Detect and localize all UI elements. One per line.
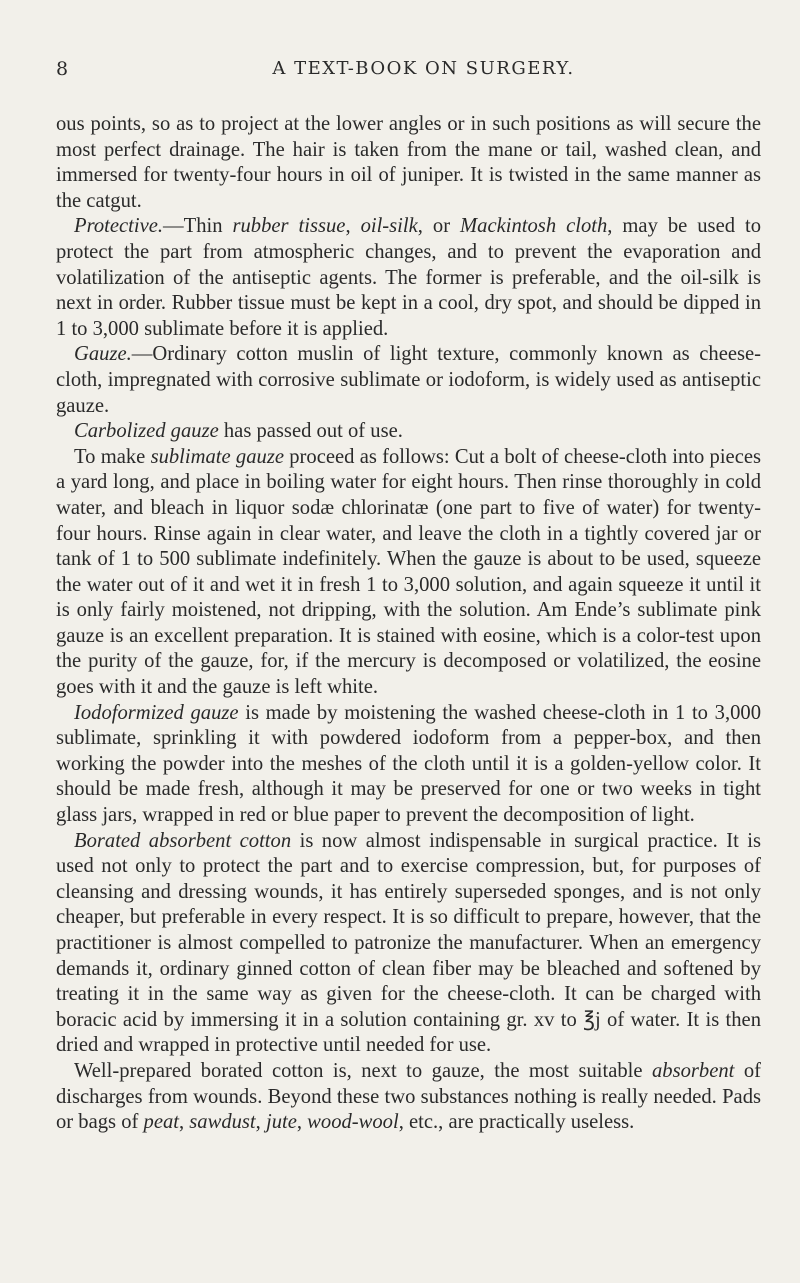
text-run: is made by moistening the washed cheese-cloth in 1 to 3,000 sublimate, sprinkling it with powdered iodoform from a pepper-box, and then working the powder into the meshes of the cloth until it is a golden-yellow color. It should be made fresh, although it may be preserved for one or two weeks in tight glass jars, wrapped in red or blue paper to prevent the decomposition of light. [56, 701, 761, 827]
paragraph [56, 342, 761, 419]
italic-term: wood-wool [307, 1111, 399, 1134]
italic-term: Borated absorbent cotton [74, 829, 292, 852]
running-title: A TEXT-BOOK ON SURGERY. [272, 58, 575, 79]
text-run: , or [417, 215, 461, 238]
text-run: , [178, 1111, 190, 1134]
italic-term: Iodoformized gauze [74, 701, 239, 724]
page-number: 8 [56, 58, 70, 80]
text-run: is now almost indispensable in surgical practice. It is used not only to protect the part and to exercise compression, but, for purposes of cleansing and dressing wounds, it has entirely superseded sponges, and is not only cheaper, but preferable in every respect. It is so difficult to prepare, however, that the practitioner is almost compelled to patronize the manufacturer. When an emergency demands it, ordinary ginned cotton of clean fiber may be bleached and softened by treating it in the same way as given for the cheese-cloth. It can be charged with boracic acid by immersing it in a solution containing gr. xv to ℥j of water. It is then dried and wrapped in protective until needed for use. [56, 829, 762, 1057]
page-header [56, 58, 761, 88]
italic-term: Mackintosh cloth [460, 215, 608, 238]
book-page [56, 58, 761, 1136]
text-run: To make [74, 445, 151, 468]
text-run: , [345, 215, 361, 238]
paragraph [56, 419, 761, 445]
text-run: , [255, 1111, 266, 1134]
italic-term: jute [265, 1111, 297, 1134]
paragraph [56, 112, 761, 214]
text-run: —Ordinary cotton muslin of light texture, commonly known as cheese-cloth, impregnated with corrosive sublimate or iodoform, is widely used as antiseptic gauze. [56, 343, 761, 417]
text-run: of discharges from wounds. Beyond these two substances nothing is really needed. Pads or bags of [56, 1059, 761, 1134]
text-run: , etc., are practically useless. [398, 1111, 635, 1134]
text-run: ous points, so as to project at the lower angles or in such positions as will secure the most perfect drainage. The hair is taken from the mane or tail, washed clean, and immersed for twenty-four hours in oil of juniper. It is twisted in the same manner as the catgut. [56, 113, 761, 212]
paragraph [56, 445, 761, 701]
text-run: , [296, 1111, 308, 1134]
italic-term: sawdust [189, 1111, 256, 1134]
italic-term: peat [143, 1111, 179, 1134]
body-text [56, 112, 761, 1136]
italic-term: sublimate gauze [150, 445, 284, 468]
italic-term: oil-silk [360, 215, 418, 238]
paragraph [56, 829, 761, 1059]
text-run: , may be used to protect the part from atmospheric changes, and to prevent the evaporation and volatilization of the antiseptic agents. The former is preferable, and the oil-silk is next in order. Rubber tissue must be kept in a cool, dry spot, and should be dipped in 1 to 3,000 sublimate before it is applied. [56, 215, 761, 340]
paragraph [56, 701, 761, 829]
text-run: —Thin [163, 215, 233, 238]
italic-term: absorbent [651, 1059, 735, 1082]
italic-term: rubber tissue [232, 215, 346, 238]
text-run: has passed out of use. [218, 420, 403, 443]
italic-term: Gauze. [74, 343, 132, 366]
italic-term: Protective. [74, 215, 164, 238]
paragraph [56, 214, 761, 342]
paragraph [56, 1059, 761, 1136]
italic-term: Carbolized gauze [74, 420, 219, 443]
text-run: proceed as follows: Cut a bolt of cheese-cloth into pieces a yard long, and place in boiling water for eight hours. Then rinse thoroughly in cold water, and bleach in liquor sodæ chlorinatæ (one part to five of water) for twenty-four hours. Rinse again in clear water, and leave the cloth in a tightly covered jar or tank of 1 to 500 sublimate indefinitely. When the gauze is about to be used, squeeze the water out of it and wet it in fresh 1 to 3,000 solution, and again squeeze it until it is only fairly moistened, not dripping, with the solution. Am Ende’s sublimate pink gauze is an excellent preparation. It is stained with eosine, which is a color-test upon the purity of the gauze, for, if the mercury is decomposed or volatilized, the eosine goes with it and the gauze is left white. [56, 445, 761, 699]
text-run: Well-prepared borated cotton is, next to gauze, the most suitable [74, 1059, 652, 1082]
